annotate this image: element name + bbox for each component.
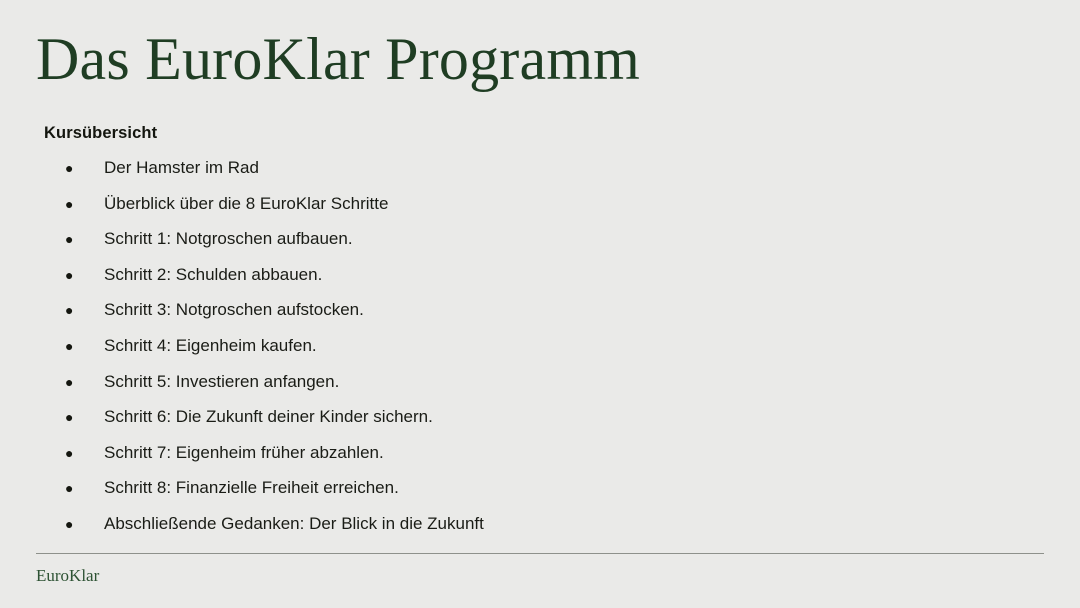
list-item	[44, 193, 1024, 229]
list-item-label: Schritt 7: Eigenheim früher abzahlen.	[104, 442, 384, 462]
bullet-icon: ●	[65, 231, 74, 248]
list-item-label: Schritt 2: Schulden abbauen.	[104, 264, 323, 284]
course-outline-list	[44, 157, 1024, 549]
list-item	[44, 157, 1024, 193]
list-item	[44, 406, 1024, 442]
bullet-icon: ●	[65, 337, 74, 354]
bullet-icon: ●	[65, 409, 74, 426]
list-item-label: Schritt 4: Eigenheim kaufen.	[104, 335, 317, 355]
list-item	[44, 335, 1024, 371]
list-item	[44, 477, 1024, 513]
bullet-icon: ●	[65, 266, 74, 283]
list-item	[44, 442, 1024, 478]
list-item	[44, 371, 1024, 407]
list-item-label: Schritt 6: Die Zukunft deiner Kinder sichern.	[104, 407, 433, 427]
list-item	[44, 299, 1024, 335]
list-item-label: Schritt 8: Finanzielle Freiheit erreichen.	[104, 478, 399, 498]
footer-divider	[36, 553, 1044, 554]
bullet-icon: ●	[65, 160, 74, 176]
bullet-icon: ●	[65, 373, 74, 390]
list-item-label: Schritt 1: Notgroschen aufbauen.	[104, 229, 353, 249]
list-item	[44, 513, 1024, 549]
bullet-icon: ●	[65, 515, 74, 532]
bullet-icon: ●	[65, 480, 74, 497]
list-item-label: Schritt 3: Notgroschen aufstocken.	[104, 300, 364, 320]
footer-brand-label: EuroKlar	[36, 566, 100, 585]
list-item-label: Überblick über die 8 EuroKlar Schritte	[104, 193, 389, 213]
bullet-icon: ●	[65, 195, 74, 212]
bullet-icon: ●	[65, 444, 74, 461]
list-item-label: Abschließende Gedanken: Der Blick in die Zukunft	[104, 513, 484, 533]
list-item-label: Der Hamster im Rad	[104, 158, 259, 177]
list-item-label: Schritt 5: Investieren anfangen.	[104, 371, 340, 391]
list-item	[44, 264, 1024, 300]
section-heading: Kursübersicht	[44, 124, 158, 142]
bullet-icon: ●	[65, 302, 74, 319]
page-title: Das EuroKlar Programm	[36, 26, 641, 92]
list-item	[44, 228, 1024, 264]
